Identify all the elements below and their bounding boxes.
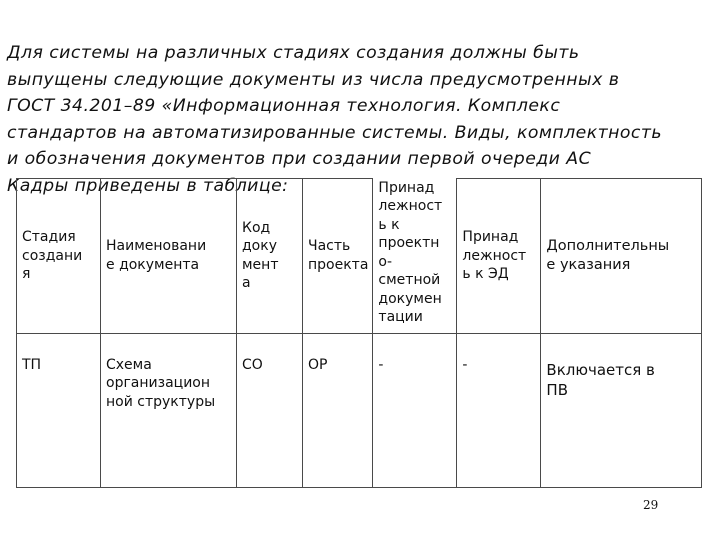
cell-stage: ТП — [17, 333, 101, 487]
page-number: 29 — [643, 498, 659, 512]
header-additional-notes: Дополнительны е указания — [541, 179, 702, 334]
header-document-code: Код доку мент а — [237, 179, 303, 334]
header-electronic-docs: Принад лежност ь к ЭД — [457, 179, 541, 334]
cell-estimate-docs: - — [373, 333, 457, 487]
cell-project-part: ОР — [303, 333, 373, 487]
intro-paragraph: Для системы на различных стадиях создания должны быть выпущены следующие документы из числа предусмотренных в ГОСТ 34.201–89 «Информационная технология. Комплекс стандартов на автоматизированные системы. Виды, комплектность и обозначения документов при создании первой очереди АС Кадры приведены в таблице: — [7, 43, 662, 196]
table-row — [17, 333, 702, 487]
cell-document-code: СО — [237, 333, 303, 487]
header-stage: Стадия создани я — [17, 179, 101, 334]
documents-table — [16, 178, 702, 488]
header-project-part: Часть проекта — [303, 179, 373, 334]
cell-electronic-docs: - — [457, 333, 541, 487]
cell-document-name: Схема организацион ной структуры — [101, 333, 237, 487]
table-header-row — [17, 179, 702, 334]
header-document-name: Наименовани е документа — [101, 179, 237, 334]
header-estimate-docs: Принад лежност ь к проектн о- сметной докумен тации — [373, 179, 457, 334]
cell-additional-notes: Включается в ПВ — [541, 333, 702, 487]
